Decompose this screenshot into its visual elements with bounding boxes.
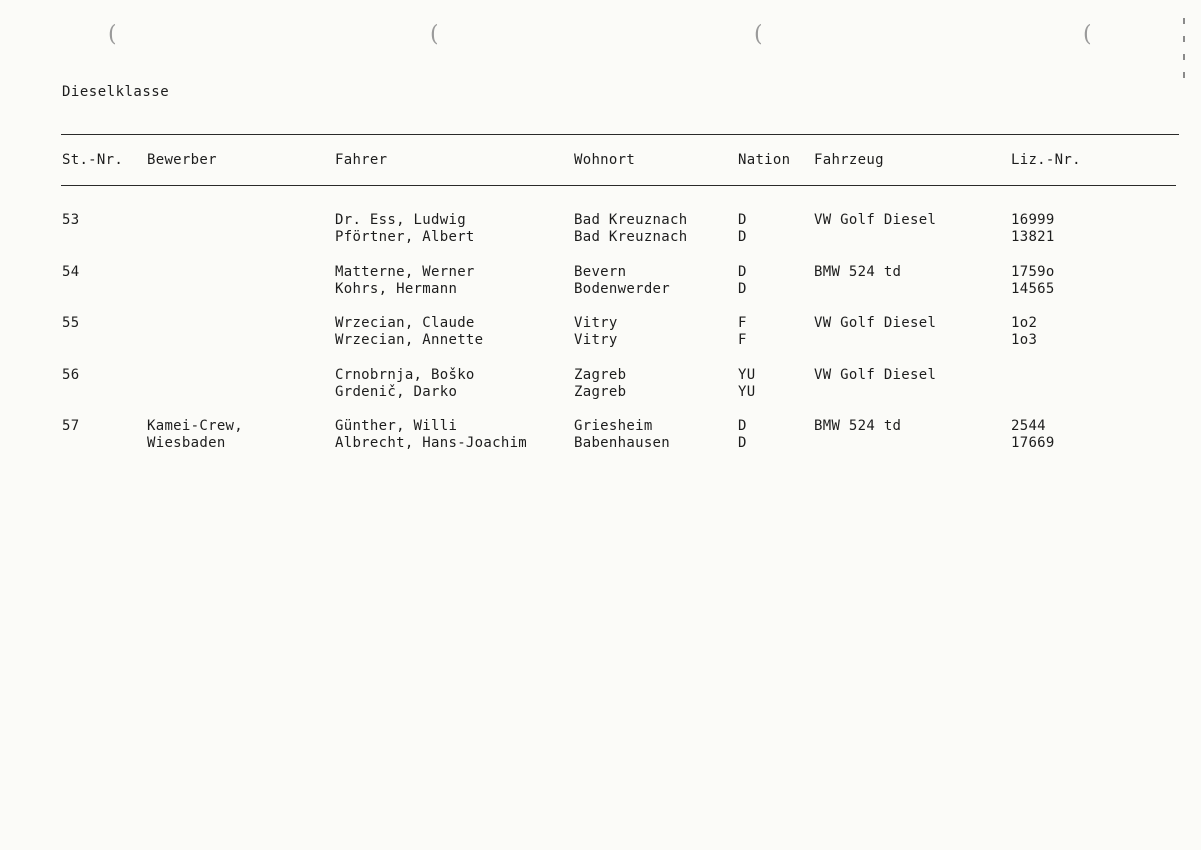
residence-1: Bevern [574,264,627,280]
residence-1: Zagreb [574,367,627,383]
license-2: 13821 [1011,229,1055,245]
header-st-nr: St.-Nr. [62,152,124,168]
license-1: 2544 [1011,418,1046,434]
nation-1: F [738,315,747,331]
nation-1: D [738,264,747,280]
nation-2: D [738,435,747,451]
punch-hole-mark: ( [1083,22,1092,47]
start-number: 55 [62,315,80,331]
vehicle: VW Golf Diesel [814,315,937,331]
driver-2: Albrecht, Hans-Joachim [335,435,528,451]
residence-2: Babenhausen [574,435,671,451]
punch-hole-mark: ( [754,22,763,47]
license-2: 17669 [1011,435,1055,451]
punch-hole-mark: ( [108,22,117,47]
header-bottom-rule [61,185,1176,186]
residence-1: Griesheim [574,418,653,434]
residence-2: Bodenwerder [574,281,671,297]
header-nation: Nation [738,152,791,168]
header-wohnort: Wohnort [574,152,636,168]
driver-2: Pförtner, Albert [335,229,475,245]
start-number: 56 [62,367,80,383]
residence-2: Vitry [574,332,618,348]
nation-2: F [738,332,747,348]
driver-1: Matterne, Werner [335,264,475,280]
driver-2: Kohrs, Hermann [335,281,458,297]
driver-1: Wrzecian, Claude [335,315,475,331]
start-number: 53 [62,212,80,228]
vehicle: BMW 524 td [814,418,902,434]
header-fahrzeug: Fahrzeug [814,152,884,168]
license-2: 14565 [1011,281,1055,297]
residence-2: Zagreb [574,384,627,400]
section-title: Dieselklasse [62,84,170,100]
punch-hole-mark: ( [430,22,439,47]
start-number: 54 [62,264,80,280]
residence-1: Bad Kreuznach [574,212,688,228]
header-top-rule [61,134,1179,135]
nation-2: YU [738,384,756,400]
residence-2: Bad Kreuznach [574,229,688,245]
residence-1: Vitry [574,315,618,331]
edge-marks [1181,18,1187,88]
driver-2: Wrzecian, Annette [335,332,484,348]
start-number: 57 [62,418,80,434]
nation-2: D [738,281,747,297]
license-1: 16999 [1011,212,1055,228]
header-liz-nr: Liz.-Nr. [1011,152,1081,168]
license-1: 1759o [1011,264,1055,280]
nation-2: D [738,229,747,245]
driver-2: Grdenič, Darko [335,384,458,400]
license-1: 1o2 [1011,315,1038,331]
vehicle: BMW 524 td [814,264,902,280]
vehicle: VW Golf Diesel [814,212,937,228]
driver-1: Crnobrnja, Boško [335,367,475,383]
nation-1: D [738,418,747,434]
nation-1: D [738,212,747,228]
header-fahrer: Fahrer [335,152,388,168]
nation-1: YU [738,367,756,383]
license-2: 1o3 [1011,332,1038,348]
entrant-2: Wiesbaden [147,435,226,451]
header-bewerber: Bewerber [147,152,217,168]
driver-1: Günther, Willi [335,418,458,434]
entrant-1: Kamei-Crew, [147,418,244,434]
driver-1: Dr. Ess, Ludwig [335,212,466,228]
vehicle: VW Golf Diesel [814,367,937,383]
